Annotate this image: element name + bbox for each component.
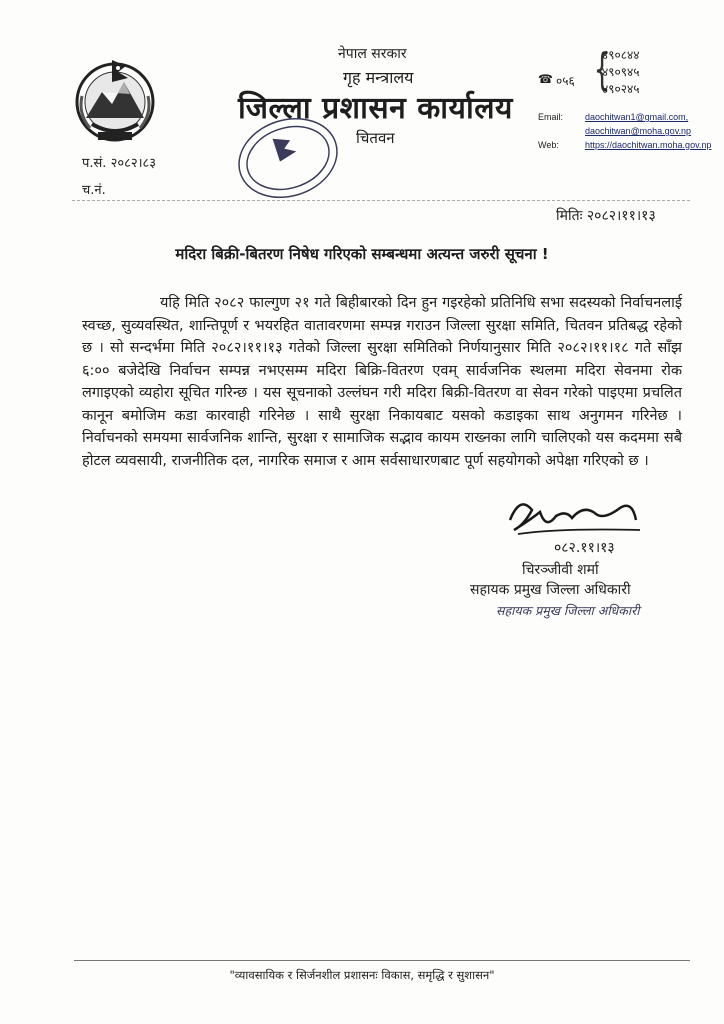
footer-divider (74, 960, 690, 961)
footer-motto: "व्यावसायिक र सिर्जनशील प्रशासनः विकास, समृद्धि र सुशासन" (229, 968, 495, 982)
signatory-stamp: सहायक प्रमुख जिल्ला अधिकारी (496, 603, 640, 618)
letter-subject: मदिरा बिक्री-बितरण निषेध गरिएको सम्बन्धमा अत्यन्त जरुरी सूचना ! (175, 245, 549, 263)
phone-list (602, 47, 639, 98)
nepal-emblem-logo (72, 52, 158, 144)
dispatch-number: च.नं. (82, 183, 106, 198)
phone-number: ४९०९४५ (602, 65, 640, 79)
office-stamp (228, 108, 348, 208)
handwritten-signature (500, 490, 650, 562)
ministry-name: गृह मन्त्रालय (343, 68, 414, 87)
body-paragraph: यहि मिति २०८२ फाल्गुण २१ गते बिहीबारको दिन हुन गइरहेको प्रतिनिधि सभा सदस्यको निर्वाचनलाई स्वच्छ, सुव्यवस्थित, शान्तिपूर्ण र भयरहित वातावरणमा सम्पन्न गराउन जिल्ला सुरक्षा समिति, चितवन प्रतिबद्ध रहेको छ । सो सन्दर्भमा मिति २०८२।११।१३ गतेको जिल्ला सुरक्षा समितिको निर्णयानुसार मिति २०८२।११।१८ गते साँझ ६:०० बजेदेखि निर्वाचन सम्पन्न नभएसम्म मदिरा बिक्रि-वितरण एवम् सार्वजनिक स्थलमा मदिरा सेवनमा रोक लगाइएको व्यहोरा सूचित गरिन्छ । यस सूचनाको उल्लंघन गरी मदिरा बिक्री-वितरण वा सेवन गरेको पाइएमा प्रचलित कानून बमोजिम कडा कारवाही गरिनेछ । साथै सुरक्षा निकायबाट यसको कडाइका साथ अनुगमन गरिनेछ । निर्वाचनको समयमा सार्वजनिक शान्ति, सुरक्षा र सामाजिक सद्भाव कायम राख्नका लागि चालिएको यस कदममा सबै होटल व्यवसायी, राजनीतिक दल, नागरिक समाज र आम सर्वसाधारणबाट पूर्ण सहयोगको अपेक्षा गरिएको छ । (82, 295, 682, 469)
signatory-name: चिरञ्जीवी शर्मा (522, 562, 599, 578)
web-label: Web: (538, 140, 559, 150)
signatory-title: सहायक प्रमुख जिल्ला अधिकारी (470, 582, 631, 598)
letter-date: मितिः २०८२।११।१३ (556, 208, 656, 224)
email-link[interactable]: daochitwan1@gmail.com, (585, 112, 689, 122)
letter-body (82, 292, 682, 472)
reference-number: प.सं. २०८२।८३ (82, 156, 157, 171)
brace-icon: { (593, 44, 611, 95)
phone-icon: ☎ (538, 72, 553, 86)
phone-number: ४९०८४४ (602, 48, 640, 62)
signature-date: ०८२.११।१३ (554, 540, 615, 556)
email-label: Email: (538, 112, 564, 122)
contact-block (538, 110, 711, 152)
email-link[interactable]: daochitwan@moha.gov.np (585, 126, 692, 136)
phone-area-code: ०५६ (556, 74, 575, 88)
district-name: चितवन (356, 129, 395, 147)
government-name: नेपाल सरकार (338, 46, 407, 62)
phone-number: ४९०२४५ (602, 82, 640, 96)
website-link[interactable]: https://daochitwan.moha.gov.np (585, 140, 712, 150)
office-title: जिल्ला प्रशासन कार्यालय (238, 91, 513, 126)
header-divider (72, 200, 690, 201)
